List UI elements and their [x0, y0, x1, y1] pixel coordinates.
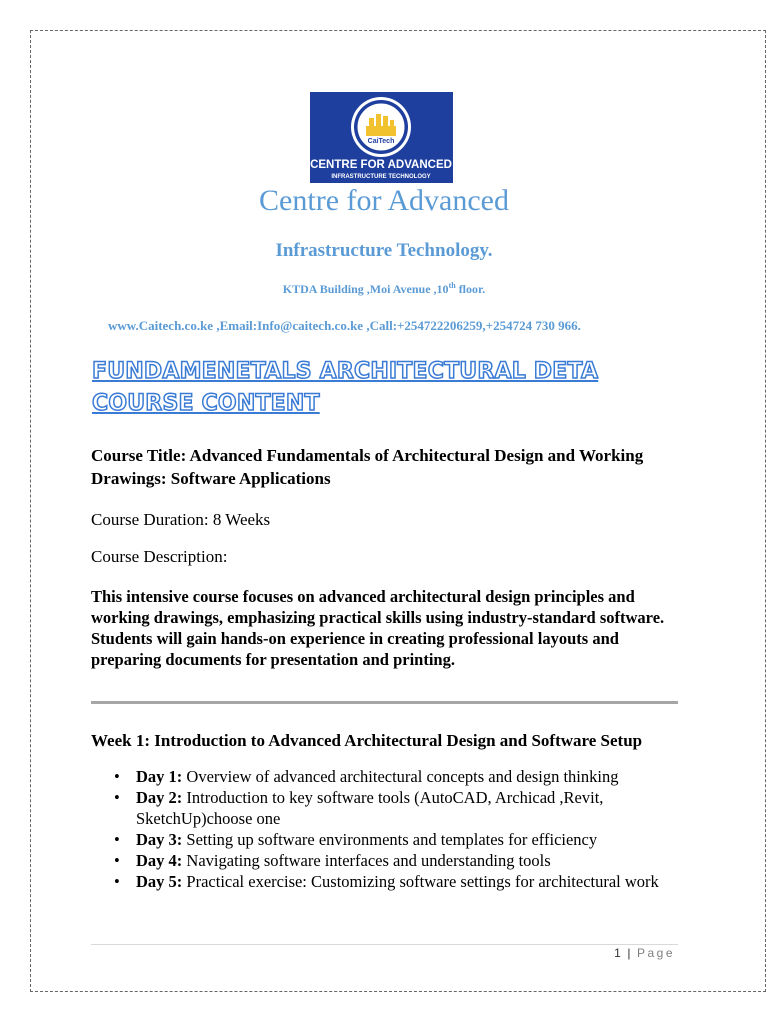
horizontal-rule — [91, 701, 678, 704]
list-item — [114, 871, 674, 892]
logo-name: CENTRE FOR ADVANCED — [310, 159, 452, 171]
course-description-label: Course Description: — [91, 547, 228, 566]
organization-address — [0, 281, 768, 297]
address-end: floor. — [455, 282, 486, 296]
day-text: Practical exercise: Customizing software settings for architectural work — [182, 872, 659, 891]
page-number-footer — [614, 946, 675, 960]
course-description: This intensive course focuses on advanced architectural design principles and working drawings, emphasizing practical skills using industry-standard software. Students will gain hands-on experience in creating professional layouts and preparing documents for presentation and printing. — [91, 587, 665, 669]
bullet: • — [114, 872, 120, 891]
caitech-logo — [310, 92, 453, 183]
heading-line-2: COURSE CONTENT — [92, 391, 320, 416]
logo-emblem-text: CaiTech — [367, 138, 395, 145]
day-label: Day 5: — [136, 872, 183, 891]
course-duration: Course Duration: 8 Weeks — [91, 510, 271, 529]
organization-subtitle: Infrastructure Technology. — [275, 240, 493, 261]
footer-rule — [91, 944, 678, 945]
bullet: • — [114, 788, 120, 807]
day-text: Introduction to key software tools (AutoCAD, Archicad ,Revit, SketchUp)choose one — [136, 788, 604, 828]
day-label: Day 1: — [136, 767, 183, 786]
list-item — [114, 829, 674, 850]
bullet: • — [114, 830, 120, 849]
course-title: Course Title: Advanced Fundamentals of Architectural Design and Working Drawings: Software Applications — [91, 446, 644, 488]
day-label: Day 3: — [136, 830, 183, 849]
list-item — [114, 850, 674, 871]
week-1-title: Week 1: Introduction to Advanced Architectural Design and Software Setup — [91, 731, 643, 750]
address-superscript: th — [448, 281, 456, 290]
heading-line-1: FUNDAMENETALS ARCHITECTURAL DETA — [92, 359, 599, 384]
address-main: KTDA Building ,Moi Avenue ,10 — [282, 282, 449, 296]
page-word: Page — [636, 946, 675, 960]
bullet: • — [114, 851, 120, 870]
course-content-heading — [92, 356, 692, 420]
page-separator: | — [627, 946, 633, 960]
organization-name: Centre for Advanced — [259, 184, 509, 217]
page-number: 1 — [614, 946, 623, 960]
day-text: Overview of advanced architectural concepts and design thinking — [182, 767, 619, 786]
logo-graphic — [310, 92, 453, 183]
list-item — [114, 766, 674, 787]
logo-tagline: INFRASTRUCTURE TECHNOLOGY — [331, 174, 431, 180]
week-1-days-list — [114, 766, 674, 892]
organization-contacts: www.Caitech.co.ke ,Email:Info@caitech.co.ke ,Call:+254722206259,+254724 730 966. — [108, 318, 581, 333]
list-item — [114, 787, 674, 829]
day-text: Setting up software environments and templates for efficiency — [182, 830, 598, 849]
day-label: Day 2: — [136, 788, 183, 807]
day-label: Day 4: — [136, 851, 183, 870]
bullet: • — [114, 767, 120, 786]
day-text: Navigating software interfaces and understanding tools — [182, 851, 551, 870]
